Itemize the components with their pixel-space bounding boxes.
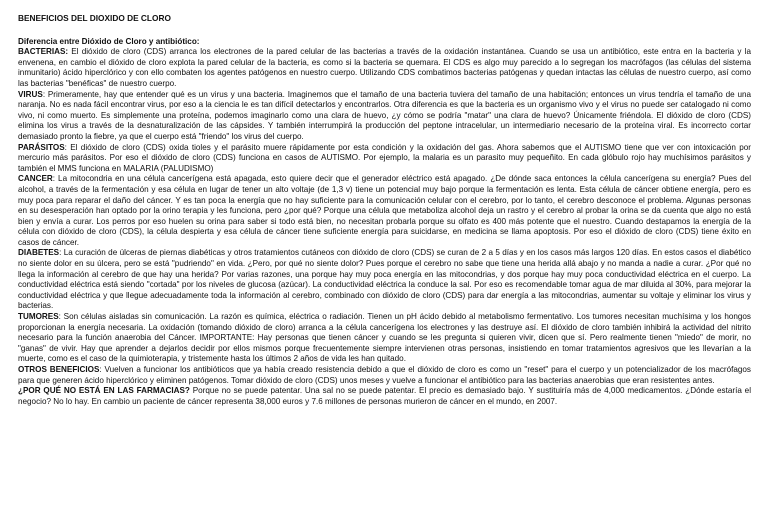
text-parasitos: : El dióxido de cloro (CDS) oxida tioles y el parásito muere rápidamente por esta condición y la oxidación del gas. Ahora sabemos que el AUTISMO tiene que ver con intoxicación por mercurio más parásitos. Por eso el dióxido de cloro (CDS) funciona en casos de AUTISMO. Por ejemplo, la malaria es un parasito muy pequeñito. En cada glóbulo rojo hay muchísimos parásitos y también el MMS funciona en MALARIA (PALUDISMO) <box>18 142 751 173</box>
document-title: BENEFICIOS DEL DIOXIDO DE CLORO <box>18 13 171 23</box>
label-cancer: CANCER <box>18 174 53 184</box>
section-heading-difference: Diferencia entre Dióxido de Cloro y antibiótico: <box>18 36 200 46</box>
paragraph-virus <box>18 90 751 143</box>
label-bacterias: BACTERIAS: <box>18 47 69 57</box>
text-diabetes: : La curación de úlceras de piernas diabéticas y otros tratamientos cutáneos con dióxido de cloro (CDS) se curan de 2 a 5 días y en los casos más largos 120 días. En estos casos el diabético no siente dolor en su úlcera, pero se está "pudriendo" en vida. ¿Pero, por qué no siente dolor? Pues porque el cerebro no sabe que tiene una herida allá abajo y no manda a nadie a curar. ¿Por qué no llega la información al cerebro de que hay una herida? Por varias razones, una porque hay muy poca energía en las mitocondrias, y dos porque hay muy poca conductividad eléctrica en el cuerpo. La conductividad eléctrica está siendo "cortada" por los niveles de glucosa (azúcar). La conductividad eléctrica la conduce la sal. Por eso es recomendable tomar agua de mar diluida al 30%, para mejorar la conductividad eléctrica y que llegue adecuadamente toda la información al cerebro, combinado con dióxido de cloro (CDS) para dar energía a las mitocondrias, aumentar su voltaje y eliminar los virus y bacterias. <box>18 248 751 311</box>
label-tumores: TUMORES <box>18 312 59 322</box>
label-diabetes: DIABETES <box>18 248 60 258</box>
text-cancer: : La mitocondria en una célula cancerígena está apagada, esto quiere decir que el generador eléctrico está apagado. ¿De dónde saca entonces la célula cancerígena su energía? Pues del alcohol, a través de la fermentación y esa célula en lugar de tener un alto voltaje (de 1,3 v) tiene un potencial muy bajo porque la fermentación es lenta. Esta célula de cáncer obtiene energía, pero es muy poca para reparar el daño del cáncer. Y es tan poca la energía que no hay suficiente para la comunicación celular con el cerebro, por lo tanto, el cerebro desconoce el problema. Algunas personas en su desesperación han optado por la orino terapia y les funciona, pero ¿por qué? Porque una célula que metaboliza alcohol deja un rastro y el cerebro al probar la orina se da cuenta que algo no está bien y envía a curar. Los perros por eso huelen su orina para saber si todo está bien, no necesitan probarla porque su olfato es 400 más potente que el nuestro. Cuando destapamos la energía de la célula con dióxido de cloro (CDS), la célula despierta y esa célula de cáncer tiene suficiente energía para suicidarse, en medicina se llama apoptosis. Por eso el dióxido de cloro (CDS) tiene éxito en casos de cáncer. <box>18 174 751 247</box>
text-otros-beneficios: : Vuelven a funcionar los antibióticos que ya había creado resistencia debido a que el dióxido de cloro es como un "reset" para el cuerpo y un potencializador de los macrófagos para que generen ácido hiperclórico y eliminen patógenos. Tomar dióxido de cloro (CDS) unos meses y vuelve a funcionar el antibiótico para las bacterias anaerobias que eran resistentes antes. <box>18 365 751 385</box>
label-virus: VIRUS <box>18 89 43 99</box>
text-virus: : Primeramente, hay que entender qué es un virus y una bacteria. Imaginemos que el tamaño de una bacteria tuviera del tamaño de una habitación; entonces un virus tendría el tamaño de una naranja. No es nada fácil encontrar virus, por eso a la ciencia le es tan difícil detectarlos y encontrarlos. Otra diferencia es que la bacteria es un organismo vivo y el virus no puede ser catalogado ni como vivo, ni como muerto. Es simplemente una proteína, podemos imaginarlo como una clara de huevo, ¿y cómo se podría "matar" una clara de huevo? Únicamente friéndola. El dióxido de cloro (CDS) elimina los virus a través de la desnaturalización de las cápsides. Y también interrumpirá la producción del peptone intracelular, un intermediario necesario de la proteína viral. Es incorrecto cortar demasiado pronto la fiebre, ya que el cuerpo está "friendo" los virus del cuerpo. <box>18 89 751 141</box>
label-parasitos: PARÁSITOS <box>18 142 65 152</box>
paragraph-cancer <box>18 174 751 248</box>
text-bacterias: El dióxido de cloro (CDS) arranca los electrones de la pared celular de las bacterias a través de la oxidación instantánea. Cuando se usa un antibiótico, este entra en la bacteria y la envenena, en cambio el dióxido de cloro explota la pared celular de la bacteria, es como si la bacteria se quemara. El CDS es algo muy parecido a lo segregan los macrófagos (las células del sistema inmunitario) ácido hiperclórico y con ello combaten los agentes patógenos en nuestro cuerpo. Utilizando CDS combatimos bacterias patógenas y quedan intactas las células de nuestro cuerpo, así como las bacterias "benéficas" de nuestro cuerpo. <box>18 47 751 88</box>
label-farmacias: ¿POR QUÉ NO ESTÁ EN LAS FARMACIAS? <box>18 386 190 396</box>
paragraph-parasitos <box>18 143 751 175</box>
paragraph-tumores <box>18 312 751 365</box>
paragraph-otros-beneficios <box>18 365 751 386</box>
text-tumores: : Son células aisladas sin comunicación. La razón es química, eléctrica o radiación. Tienen un pH ácido debido al metabolismo fermentativo. Los tumores necesitan muchísima y los hongos proporcionan la energía necesaria. La oxidación (tomando dióxido de cloro) arranca a la célula cancerígena los electrones y las destruye así. El dióxido de cloro también inhibirá la actividad del nitrito necesario para la función anaerobia del Cáncer. IMPORTANTE: Hay personas que tienen cáncer y cuando se les pregunta si quieren vivir, dicen que sí. Pero realmente tienen "miedo" de morir, no "ganas" de vivir. Hay que aprender a dejarlos decidir por ellos mismos porque frecuentemente siempre intervienen otras personas, insistiendo en tomar tratamientos agresivos que les llevarían a la muerte, como es el caso de la quimioterapia, y tristemente hasta los últimos 2 años de vida les han quitado. <box>18 312 751 364</box>
text-farmacias: Porque no se puede patentar. Una sal no se puede patentar. El precio es demasiado bajo. Y sustituiría más de 4,000 medicamentos. ¿Dónde estaría el negocio? No lo hay. En cambio un paciente de cáncer representa 38,000 euros y 7.6 millones de personas murieron de cáncer en el mundo, en 2007. <box>18 386 751 406</box>
paragraph-bacterias <box>18 47 751 89</box>
label-otros-beneficios: OTROS BENEFICIOS <box>18 365 100 374</box>
paragraph-farmacias <box>18 386 751 407</box>
paragraph-diabetes <box>18 248 751 312</box>
